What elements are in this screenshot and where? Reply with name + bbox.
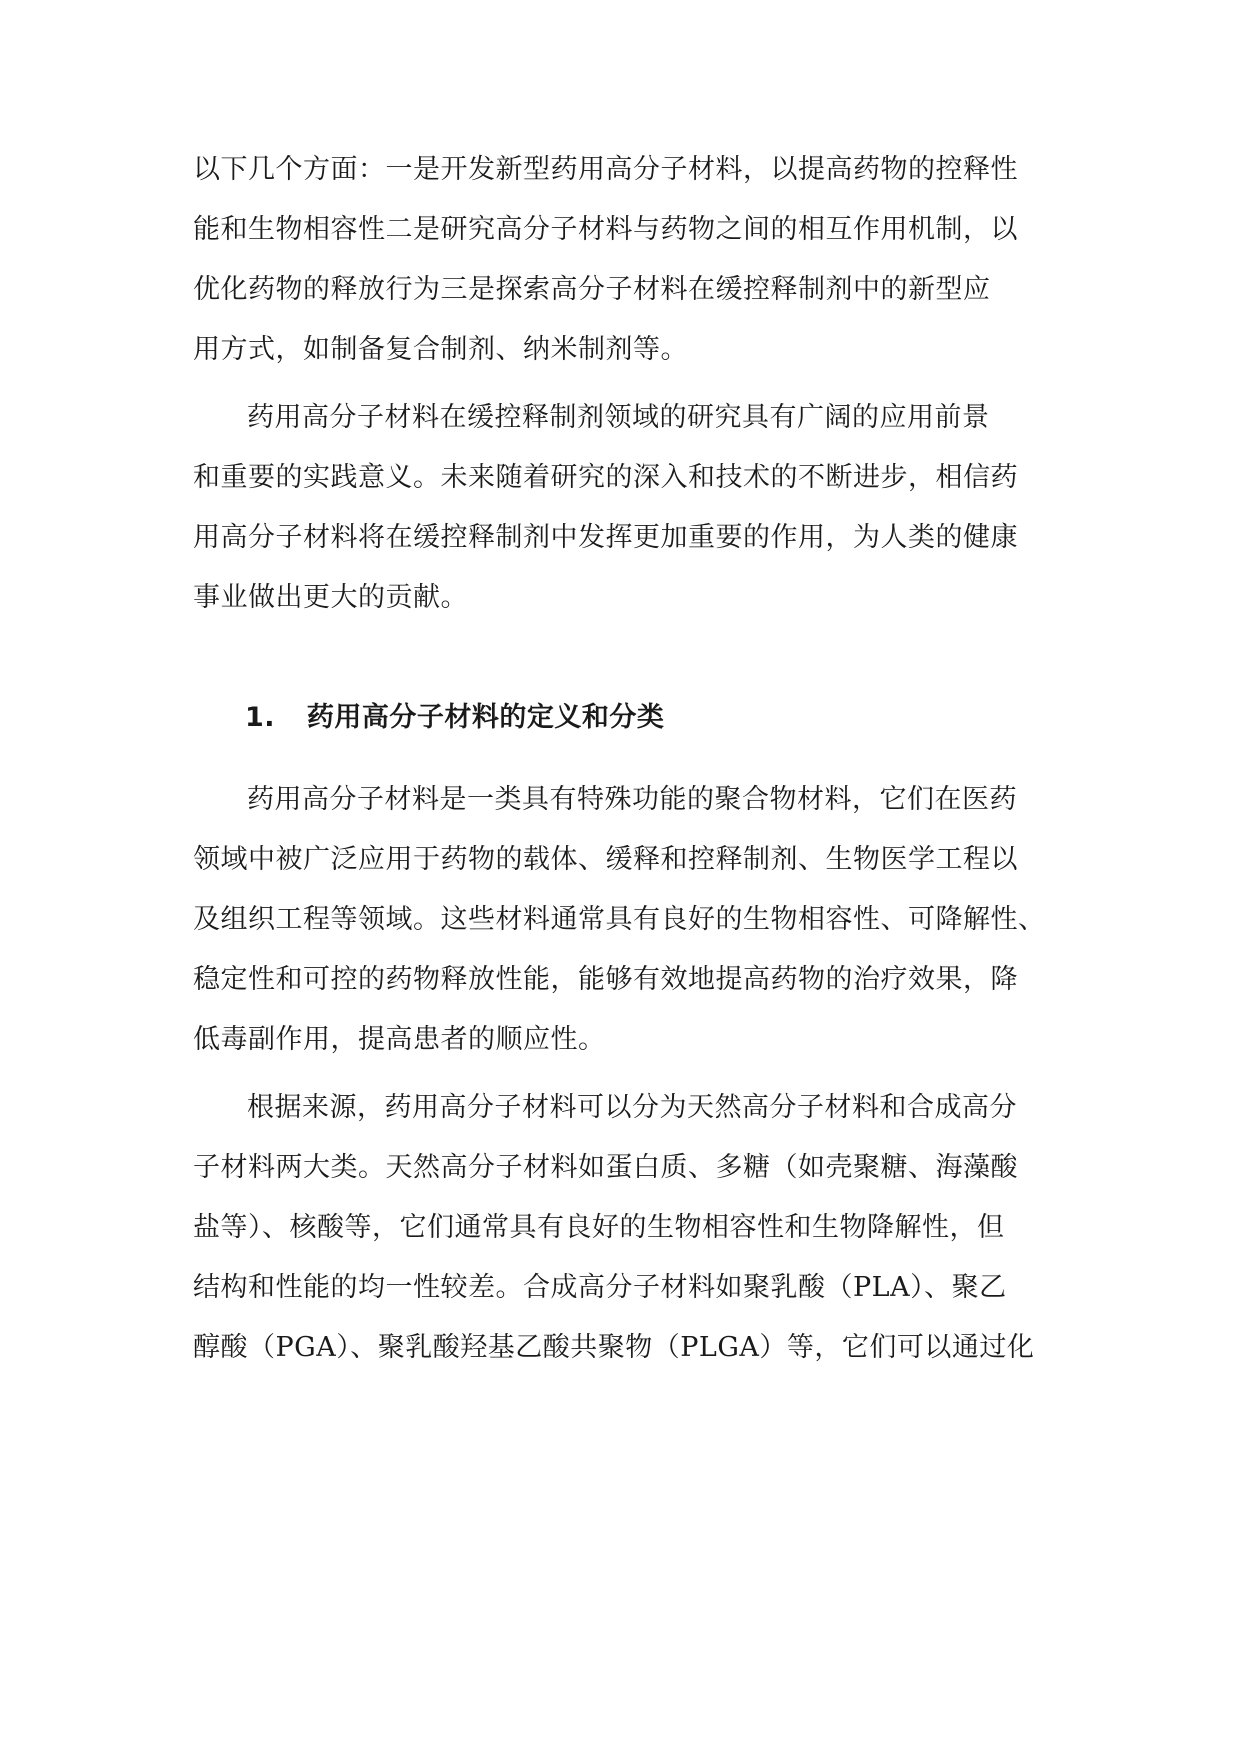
paragraph-3-line-5: 低毒副作用，提高患者的顺应性。 xyxy=(193,1024,606,1055)
paragraph-3-line-1: 药用高分子材料是一类具有特殊功能的聚合物材料，它们在医药 xyxy=(247,784,1017,815)
paragraph-3-line-2: 领域中被广泛应用于药物的载体、缓释和控释制剂、生物医学工程以 xyxy=(193,844,1018,875)
paragraph-2-line-2: 和重要的实践意义。未来随着研究的深入和技术的不断进步，相信药 xyxy=(193,462,1018,493)
paragraph-4-line-1: 根据来源，药用高分子材料可以分为天然高分子材料和合成高分 xyxy=(247,1092,1017,1123)
paragraph-4-line-3: 盐等）、核酸等，它们通常具有良好的生物相容性和生物降解性，但 xyxy=(193,1212,1005,1243)
paragraph-1-line-3: 优化药物的释放行为三是探索高分子材料在缓控释制剂中的新型应 xyxy=(193,274,991,305)
paragraph-1-line-2: 能和生物相容性二是研究高分子材料与药物之间的相互作用机制，以 xyxy=(193,214,1018,245)
paragraph-2-line-4: 事业做出更大的贡献。 xyxy=(193,582,468,613)
paragraph-4-line-2: 子材料两大类。天然高分子材料如蛋白质、多糖（如壳聚糖、海藻酸 xyxy=(193,1152,1018,1183)
paragraph-1-line-4: 用方式，如制备复合制剂、纳米制剂等。 xyxy=(193,334,688,365)
section-heading-title: 药用高分子材料的定义和分类 xyxy=(306,702,665,733)
paragraph-2-line-1: 药用高分子材料在缓控释制剂领域的研究具有广阔的应用前景 xyxy=(247,402,990,433)
section-heading xyxy=(245,693,664,743)
paragraph-2-line-3: 用高分子材料将在缓控释制剂中发挥更加重要的作用，为人类的健康 xyxy=(193,522,1018,553)
paragraph-3-line-3: 及组织工程等领域。这些材料通常具有良好的生物相容性、可降解性、 xyxy=(193,904,1046,935)
paragraph-4-line-4: 结构和性能的均一性较差。合成高分子材料如聚乳酸（PLA）、聚乙 xyxy=(193,1272,1007,1303)
section-heading-number: 1. xyxy=(245,702,276,733)
paragraph-4-line-5: 醇酸（PGA）、聚乳酸羟基乙酸共聚物（PLGA）等，它们可以通过化 xyxy=(193,1332,1035,1363)
paragraph-1-line-1: 以下几个方面：一是开发新型药用高分子材料，以提高药物的控释性 xyxy=(193,154,1018,185)
paragraph-3-line-4: 稳定性和可控的药物释放性能，能够有效地提高药物的治疗效果，降 xyxy=(193,964,1018,995)
